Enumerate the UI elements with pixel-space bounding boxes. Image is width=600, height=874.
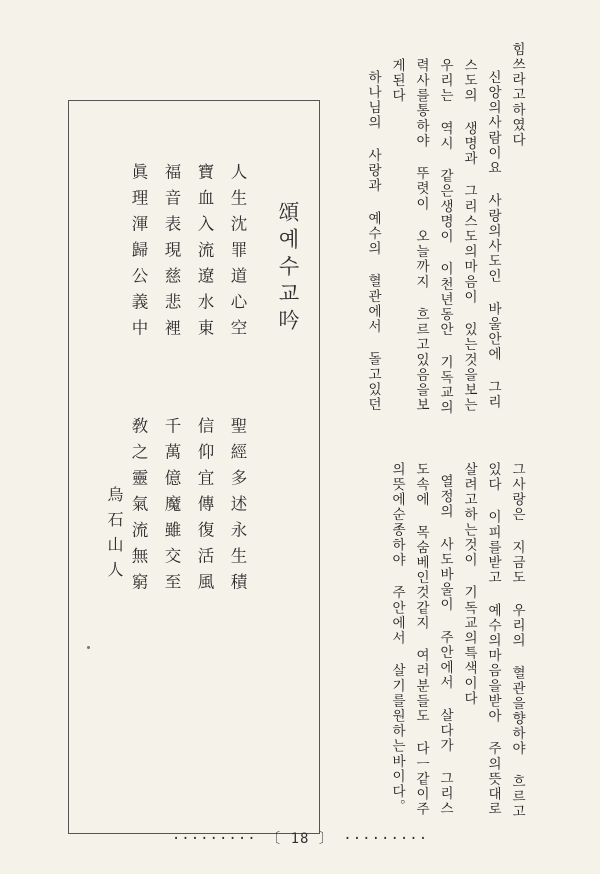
poem-line: 人生沈罪道心空: [228, 163, 247, 345]
prose-line: 도속에 목숨베인것같지 여러분들도 다ㅡ같이주: [413, 462, 429, 817]
poem-box: [68, 100, 320, 834]
poem-title: 頌예수교吟: [276, 201, 300, 336]
prose-line: 열정의 사도바울이 주안에서 살다가 그리스: [437, 474, 453, 817]
prose-line: 힘쓰라고하였다: [509, 42, 525, 148]
prose-line: 그사랑은 지금도 우리의 혈관을향하야 흐르고: [509, 462, 525, 820]
prose-line: 우리는 역시 같은생명이 이천년동안 기독교의: [437, 58, 453, 416]
poem-line: 信仰宜傳復活風: [195, 417, 214, 599]
prose-line: 게된다: [389, 58, 405, 104]
poem-signature: 烏石山人: [105, 486, 124, 586]
decorative-dot: [87, 646, 90, 649]
prose-line: 력사를통하야 뚜렷이 오늘까지 흐르고있음을보: [413, 58, 429, 413]
prose-line: 하나님의 사랑과 예수의 혈관에서 돌고있던: [365, 70, 381, 413]
prose-line: 신앙의사람이요 사랑의사도인 바울안에 그리: [485, 70, 501, 410]
poem-line: 眞理渾歸公義中: [129, 163, 148, 345]
page-number: 〔 18 〕: [266, 831, 334, 847]
poem-line: 福音表現慈悲裡: [162, 163, 181, 345]
poem-line: 寶血入流遼水東: [195, 163, 214, 345]
footer-dots-left: ·········: [171, 831, 257, 847]
footer-dots-right: ·········: [343, 831, 429, 847]
poem-line: 聖經多述永生積: [228, 417, 247, 599]
prose-line: 스도의 생명과 그리스도의마음이 있는것을보는: [461, 58, 477, 413]
prose-line: 있다 이피를받고 예수의마음을받아 주의뜻대로: [485, 462, 501, 817]
prose-line: 의뜻에순종하야 주안에서 살기를원하는바이다。: [389, 462, 405, 815]
poem-line: 敎之靈氣流無窮: [129, 417, 148, 599]
page-footer: [0, 828, 600, 848]
poem-line: 千萬億魔雖交至: [162, 417, 181, 599]
prose-line: 살려고하는것이 기독교의특색이다: [461, 462, 477, 707]
